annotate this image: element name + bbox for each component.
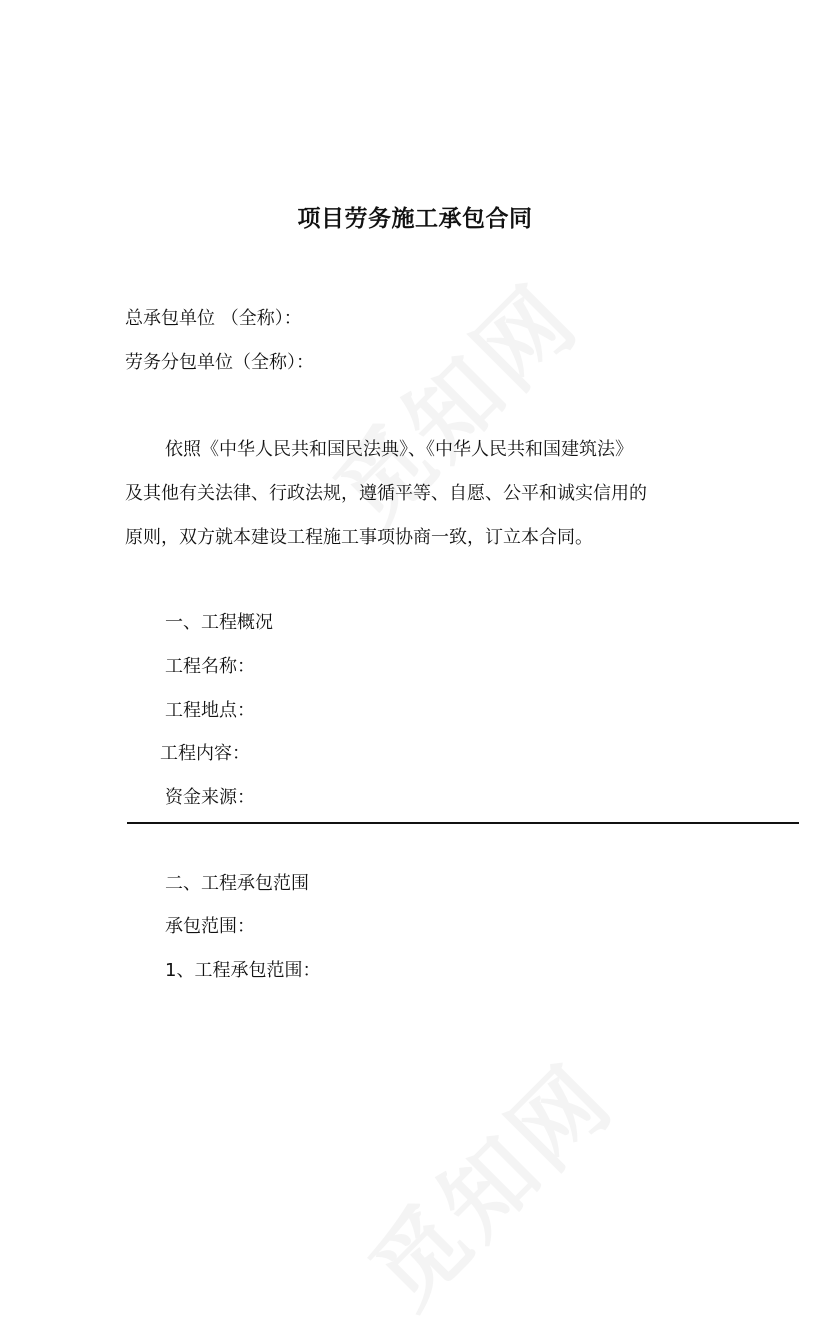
general-contractor-label: 总承包单位 （全称）： <box>125 308 302 329</box>
scope-item-1-label: 1、工程承包范围： <box>165 960 321 981</box>
watermark <box>336 1030 637 1331</box>
labor-subcontractor-label: 劳务分包单位（全称）： <box>125 352 314 373</box>
document-title: 项目劳务施工承包合同 <box>297 206 533 232</box>
section-divider <box>127 822 799 824</box>
scope-label: 承包范围： <box>165 916 255 937</box>
preamble-line-1: 依照《中华人民共和国民法典》、《中华人民共和国建筑法》 <box>165 439 633 460</box>
project-name-label: 工程名称： <box>165 656 255 677</box>
project-location-label: 工程地点： <box>165 700 255 721</box>
project-content-label: 工程内容： <box>160 743 250 764</box>
preamble-line-2: 及其他有关法律、行政法规，遵循平等、自愿、公平和诚实信用的 <box>125 483 647 504</box>
preamble-line-3: 原则，双方就本建设工程施工事项协商一致，订立本合同。 <box>125 527 593 548</box>
section-2-heading: 二、工程承包范围 <box>165 873 309 894</box>
section-1-heading: 一、工程概况 <box>165 612 273 633</box>
funding-source-label: 资金来源： <box>165 787 255 808</box>
